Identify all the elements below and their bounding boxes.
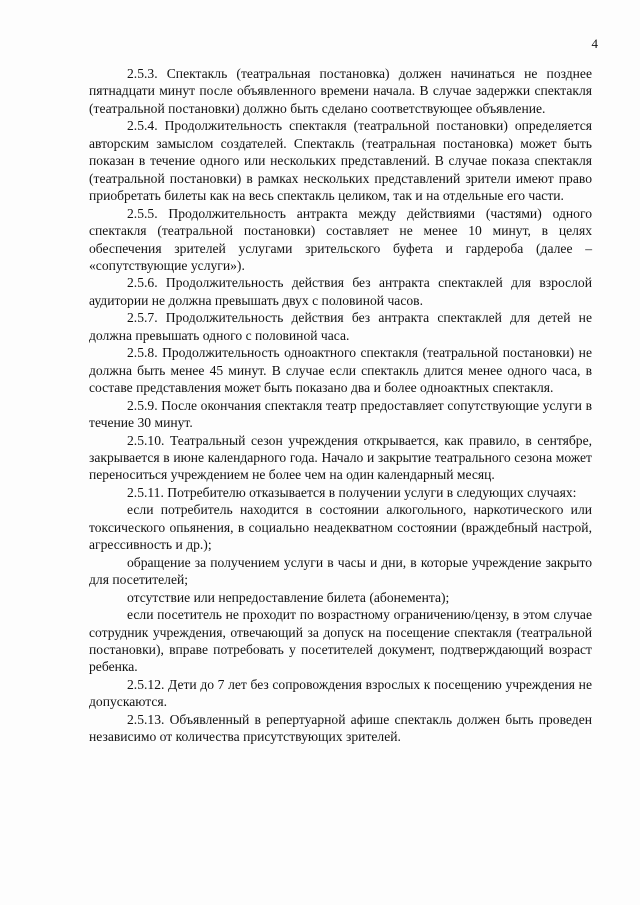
document-body	[89, 65, 592, 746]
paragraph-2-5-12: 2.5.12. Дети до 7 лет без сопровождения взрослых к посещению учреждения не допускаются.	[89, 676, 592, 710]
paragraph-2-5-5: 2.5.5. Продолжительность антракта между действиями (частями) одного спектакля (театральной постановки) составляет не менее 10 минут, в целях обеспечения зрителей услугами зрительского буфета и гардероба (далее – «сопутствующие услуги»).	[89, 205, 592, 273]
refusal-case-intoxication: если потребитель находится в состоянии алкогольного, наркотического или токсического опьянения, в социально неадекватном состоянии (враждебный настрой, агрессивность и др.);	[89, 502, 592, 553]
paragraph-2-5-3: 2.5.3. Спектакль (театральная постановка) должен начинаться не позднее пятнадцати минут после объявленного времени начала. В случае задержки спектакля (театральной постановки) должно быть сделано соответствующее объявление.	[89, 66, 592, 116]
paragraph-2-5-4: 2.5.4. Продолжительность спектакля (театральной постановки) определяется авторским замыслом создателей. Спектакль (театральная постановка) может быть показан в течение одного или нескольких представлений. В случае показа спектакля (театральной постановки) в рамках нескольких представлений зрители имеют право приобретать билеты как на весь спектакль целиком, так и на отдельные его части.	[89, 118, 592, 204]
page-number: 4	[591, 36, 598, 51]
paragraph-2-5-13: 2.5.13. Объявленный в репертуарной афише спектакль должен быть проведен независимо от количества присутствующих зрителей.	[89, 711, 592, 745]
paragraph-2-5-7: 2.5.7. Продолжительность действия без антракта спектаклей для детей не должна превышать одного с половиной часа.	[89, 310, 592, 343]
refusal-case-closed-hours: обращение за получением услуги в часы и дни, в которые учреждение закрыто для посетителей;	[89, 554, 592, 588]
paragraph-2-5-9: 2.5.9. После окончания спектакля театр предоставляет сопутствующие услуги в течение 30 минут.	[89, 397, 592, 431]
refusal-case-age-limit: если посетитель не проходит по возрастному ограничению/цензу, в этом случае сотрудник учреждения, отвечающий за допуск на посещение спектакля (театральной постановки), вправе потребовать у посетителей документ, подтверждающий возраст ребенка.	[89, 607, 592, 675]
refusal-case-no-ticket: отсутствие или непредоставление билета (абонемента);	[127, 589, 450, 605]
paragraph-2-5-8: 2.5.8. Продолжительность одноактного спектакля (театральной постановки) не должна быть менее 45 минут. В случае если спектакль длится менее одного часа, в составе представления может быть показано два и более одноактных спектакля.	[89, 345, 592, 396]
paragraph-2-5-6: 2.5.6. Продолжительность действия без антракта спектаклей для взрослой аудитории не должна превышать двух с половиной часов.	[89, 275, 592, 308]
paragraph-2-5-10: 2.5.10. Театральный сезон учреждения открывается, как правило, в сентябре, закрывается в июне календарного года. Начало и закрытие театрального сезона может переноситься учреждением не более чем на один календарный месяц.	[89, 432, 592, 483]
paragraph-2-5-11: 2.5.11. Потребителю отказывается в получении услуги в следующих случаях:	[127, 484, 577, 500]
